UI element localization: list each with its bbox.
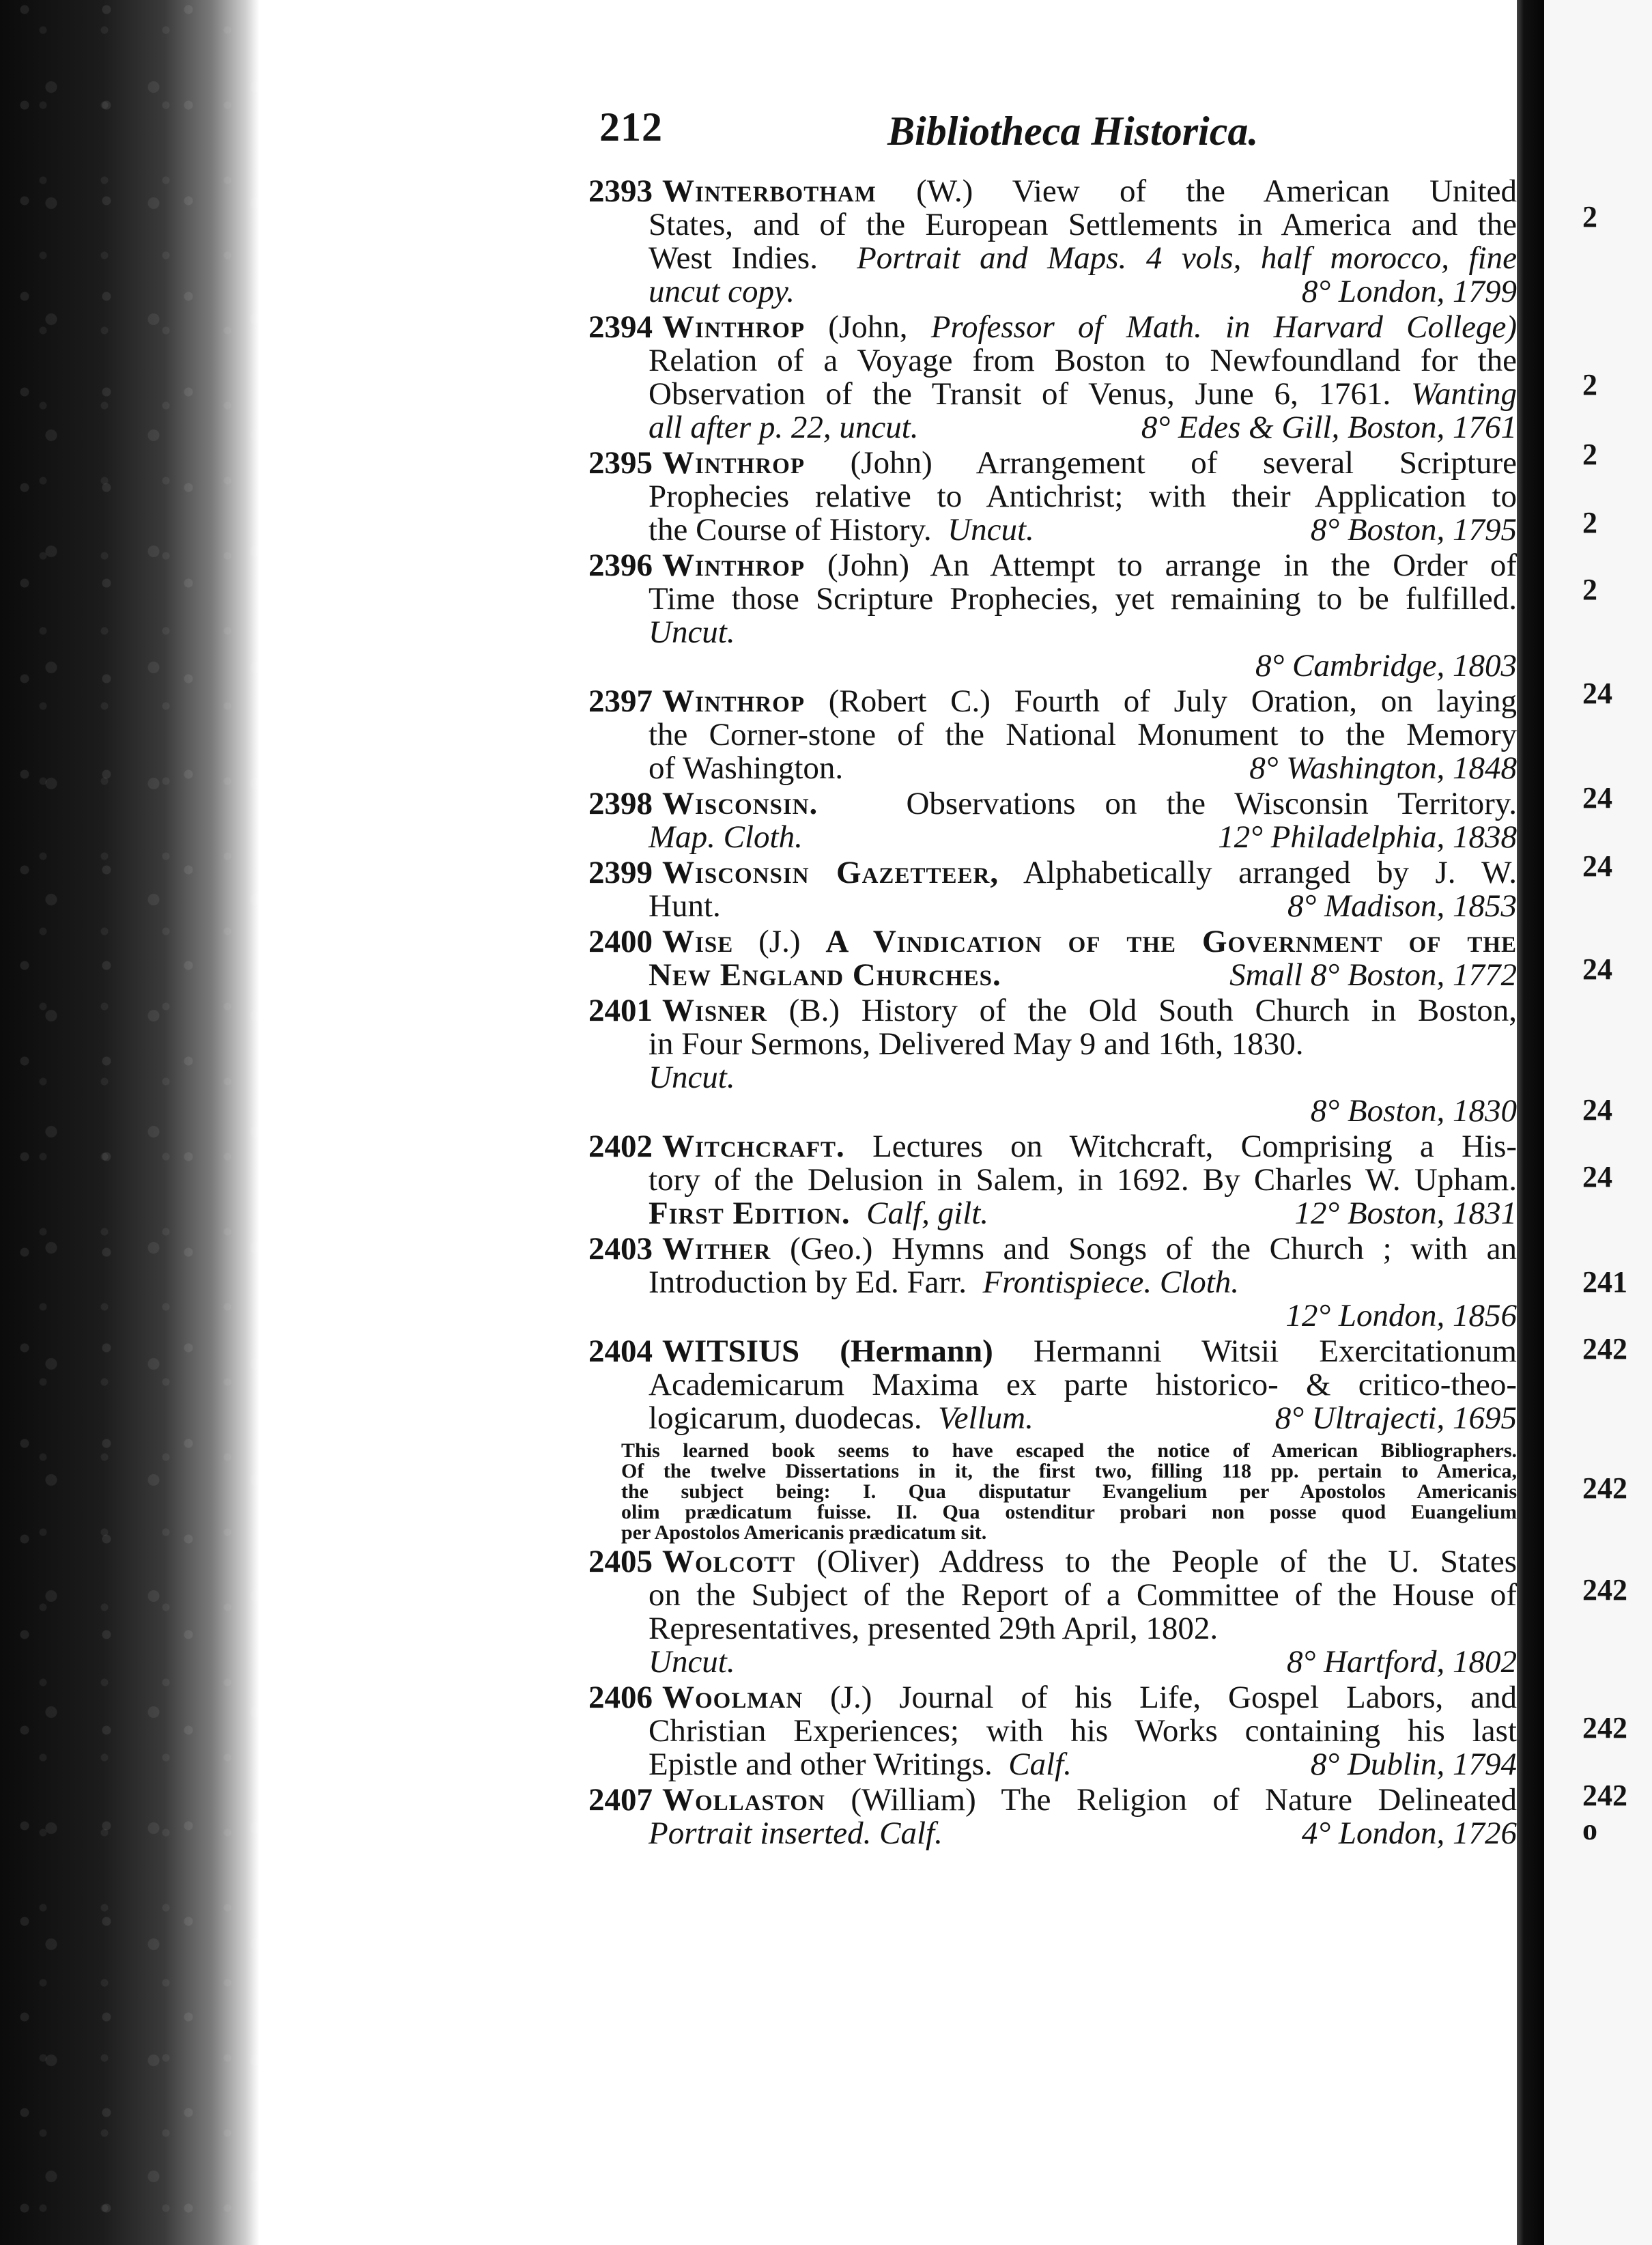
entry-text: Alphabetically arranged by J. W. (1023, 856, 1517, 890)
entry-description: Portrait and Maps. 4 vols, half morocco, fine (857, 242, 1517, 275)
entry-text: Christian Experiences; with his Works containing his last (649, 1714, 1517, 1748)
adjacent-page-fragment: 242 (1582, 1332, 1627, 1366)
entry-author: Witchcraft. (662, 1130, 845, 1163)
catalogue-entry (588, 1545, 1517, 1679)
entry-description: Wanting (1411, 378, 1517, 411)
entry-text: (John) Arrangement of several Scripture (850, 447, 1517, 480)
entry-number: 2399 (588, 856, 653, 890)
entry-imprint: 8° Edes & Gill, Boston, 1761 (1141, 410, 1517, 445)
note-line: This learned book seems to have escaped the notice of American Bibliographers. (621, 1439, 1517, 1462)
entry-number: 2404 (588, 1335, 653, 1368)
entry-number: 2402 (588, 1130, 653, 1163)
entry-text: of Washington. (649, 750, 844, 786)
entry-description: Frontispiece. Cloth. (982, 1266, 1240, 1299)
entry-text: (Geo.) Hymns and Songs of the Church ; with an (790, 1232, 1517, 1266)
adjacent-page-fragment: 24 (1582, 849, 1612, 883)
adjacent-page-fragment: 2 (1582, 438, 1597, 471)
entry-text: Observations on the Wisconsin Territory. (906, 787, 1517, 821)
entry-text: States, and of the European Settlements in America and the (649, 208, 1517, 242)
entry-number: 2397 (588, 685, 653, 718)
entry-text: the Course of History. (649, 512, 932, 548)
entry-text: (William) The Religion of Nature Delineated (851, 1783, 1517, 1817)
entry-description: Uncut. (649, 615, 735, 650)
entry-author: Wolcott (662, 1545, 796, 1579)
catalogue-entry (588, 447, 1517, 547)
adjacent-page-fragment: 242 (1582, 1779, 1627, 1812)
note-line: olim prædicatum fuisse. II. Qua ostenditur probari non posse quod Euangelium (621, 1501, 1517, 1523)
entry-author: Wisner (662, 994, 767, 1028)
entry-text: Prophecies relative to Antichrist; with their Application to (649, 480, 1517, 513)
entry-description: Professor of Math. in Harvard College) (930, 311, 1517, 344)
catalogue-entry (588, 1681, 1517, 1781)
entry-number: 2405 (588, 1545, 653, 1579)
entry-imprint: 8° Washington, 1848 (1249, 750, 1517, 786)
gutter-texture (0, 0, 259, 2245)
entry-text: Epistle and other Writings. (649, 1747, 993, 1782)
entry-number: 2396 (588, 549, 653, 582)
entry-text: Academicarum Maxima ex parte historico- & critico-theo- (649, 1368, 1517, 1402)
entry-title: A Vindication of the Government of the (825, 925, 1517, 959)
catalogue-entry (588, 1232, 1517, 1333)
entry-edition: First Edition. (649, 1196, 851, 1231)
catalogue-entry (588, 1335, 1517, 1543)
adjacent-page-fragment: 241 (1582, 1265, 1627, 1299)
entry-imprint: 8° Boston, 1795 (1310, 512, 1517, 548)
entry-author: Winthrop (662, 311, 806, 344)
entry-description: uncut copy. (649, 274, 795, 309)
entry-text: (J.) (758, 925, 801, 959)
adjacent-page-fragment: 2 (1582, 368, 1597, 401)
entry-number: 2401 (588, 994, 653, 1028)
entry-number: 2400 (588, 925, 653, 959)
entry-text: Lectures on Witchcraft, Comprising a His- (872, 1130, 1517, 1163)
entry-number: 2406 (588, 1681, 653, 1714)
adjacent-page-fragment: 2 (1582, 573, 1597, 606)
entry-author: Winthrop (662, 447, 806, 480)
adjacent-page-fragment: 24 (1582, 1093, 1612, 1127)
entry-text: in Four Sermons, Delivered May 9 and 16th, 1830. (649, 1028, 1304, 1061)
adjacent-page-fragment: 24 (1582, 952, 1612, 986)
entry-text: tory of the Delusion in Salem, in 1692. By Charles W. Upham. (649, 1163, 1517, 1197)
entry-text: the Corner-stone of the National Monument to the Memory (649, 718, 1517, 752)
catalogue-entry (588, 685, 1517, 785)
entry-description: Uncut. (649, 1644, 735, 1680)
entry-author: Wither (662, 1232, 771, 1266)
entry-description: Uncut. (948, 512, 1034, 548)
entry-author: Wollaston (662, 1783, 825, 1817)
page-number: 212 (599, 104, 663, 150)
entry-text: Relation of a Voyage from Boston to Newfoundland for the (649, 344, 1517, 378)
adjacent-page-fragment: 24 (1582, 1160, 1612, 1194)
adjacent-page-fragment: 24 (1582, 781, 1612, 815)
entry-imprint: 8° Madison, 1853 (1287, 888, 1517, 924)
catalogue-entry (588, 1130, 1517, 1230)
entry-number: 2398 (588, 787, 653, 821)
entry-text: Hermanni Witsii Exercitationum (1033, 1335, 1517, 1368)
entry-author: Winthrop (662, 685, 806, 718)
entry-description: Vellum. (938, 1400, 1034, 1436)
entry-text: logicarum, duodecas. (649, 1400, 922, 1436)
entry-imprint: 8° Ultrajecti, 1695 (1274, 1400, 1517, 1436)
entry-description: Map. Cloth. (649, 819, 803, 855)
note-line: the subject being: I. Qua disputatur Evangelium per Apostolos Americanis (621, 1480, 1517, 1503)
catalogue-entry (588, 311, 1517, 444)
entry-number: 2393 (588, 175, 653, 208)
entry-imprint: 12° Philadelphia, 1838 (1218, 819, 1517, 855)
entry-description: Portrait inserted. Calf. (649, 1816, 943, 1851)
entry-imprint: 12° Boston, 1831 (1294, 1196, 1517, 1231)
adjacent-page-fragment: 242 (1582, 1711, 1627, 1745)
entry-text: Representatives, presented 29th April, 1802. (649, 1612, 1219, 1646)
entry-description: Calf. (1008, 1747, 1072, 1782)
page-edge-shadow (1517, 0, 1544, 2245)
entry-number: 2407 (588, 1783, 653, 1817)
entry-imprint: 8° Hartford, 1802 (1287, 1644, 1517, 1680)
entry-title: New England Churches. (649, 957, 1001, 993)
catalogue-entries (588, 175, 1517, 1852)
entry-author: Winthrop (662, 549, 806, 582)
entry-text: (J.) Journal of his Life, Gospel Labors, and (830, 1681, 1517, 1714)
entry-author: Winterbotham (662, 175, 877, 208)
catalogue-entry (588, 175, 1517, 309)
note-line: Of the twelve Dissertations in it, the first two, filling 118 pp. pertain to America, (621, 1460, 1517, 1482)
entry-text: on the Subject of the Report of a Committee of the House of (649, 1579, 1517, 1612)
entry-imprint: 8° Boston, 1830 (1310, 1093, 1517, 1129)
entry-text: (Robert C.) Fourth of July Oration, on laying (828, 685, 1517, 718)
entry-text: (Oliver) Address to the People of the U. States (816, 1545, 1517, 1579)
catalogue-entry (588, 549, 1517, 683)
entry-author: Wisconsin. (662, 787, 818, 821)
entry-text: (John) An Attempt to arrange in the Order of (827, 549, 1517, 582)
entry-author: Woolman (662, 1681, 803, 1714)
entry-note (588, 1441, 1517, 1543)
entry-imprint: 4° London, 1726 (1301, 1816, 1517, 1851)
entry-description: all after p. 22, uncut. (649, 410, 919, 445)
entry-text: (John, (828, 311, 908, 344)
note-line: per Apostolos Americanis prædicatum sit. (621, 1521, 987, 1544)
catalogue-entry (588, 925, 1517, 992)
adjacent-page-fragment: 2 (1582, 506, 1597, 539)
adjacent-page-fragment: 24 (1582, 677, 1612, 710)
entry-text: Hunt. (649, 888, 721, 924)
entry-imprint: 8° Cambridge, 1803 (1255, 648, 1517, 683)
entry-imprint: 12° London, 1856 (1285, 1298, 1517, 1333)
entry-imprint: 8° London, 1799 (1301, 274, 1517, 309)
adjacent-page-fragment: 2 (1582, 200, 1597, 234)
entry-text: West Indies. (649, 242, 818, 275)
entry-imprint: 8° Dublin, 1794 (1310, 1747, 1517, 1782)
catalogue-entry (588, 994, 1517, 1128)
adjacent-page-fragment: 242 (1582, 1471, 1627, 1505)
running-title: Bibliotheca Historica. (887, 109, 1259, 154)
entry-author: Wise (662, 925, 734, 959)
entry-author: Wisconsin Gazetteer, (662, 856, 999, 890)
entry-number: 2394 (588, 311, 653, 344)
entry-text: Time those Scripture Prophecies, yet remaining to be fulfilled. (649, 582, 1517, 616)
adjacent-page-fragment: 242 (1582, 1573, 1627, 1607)
entry-text: (B.) History of the Old South Church in Boston, (788, 994, 1517, 1028)
adjacent-page-fragment: o (1582, 1813, 1597, 1846)
entry-number: 2395 (588, 447, 653, 480)
entry-text: (W.) View of the American United (916, 175, 1517, 208)
entry-description: Uncut. (649, 1060, 735, 1095)
entry-text: Observation of the Transit of Venus, June 6, 1761. (649, 378, 1391, 411)
entry-description: Calf, gilt. (866, 1196, 989, 1231)
entry-text: Introduction by Ed. Farr. (649, 1266, 967, 1299)
entry-author: WITSIUS (Hermann) (662, 1335, 993, 1368)
entry-imprint: Small 8° Boston, 1772 (1229, 957, 1517, 993)
entry-number: 2403 (588, 1232, 653, 1266)
catalogue-entry (588, 856, 1517, 923)
catalogue-entry (588, 1783, 1517, 1850)
catalogue-entry (588, 787, 1517, 854)
